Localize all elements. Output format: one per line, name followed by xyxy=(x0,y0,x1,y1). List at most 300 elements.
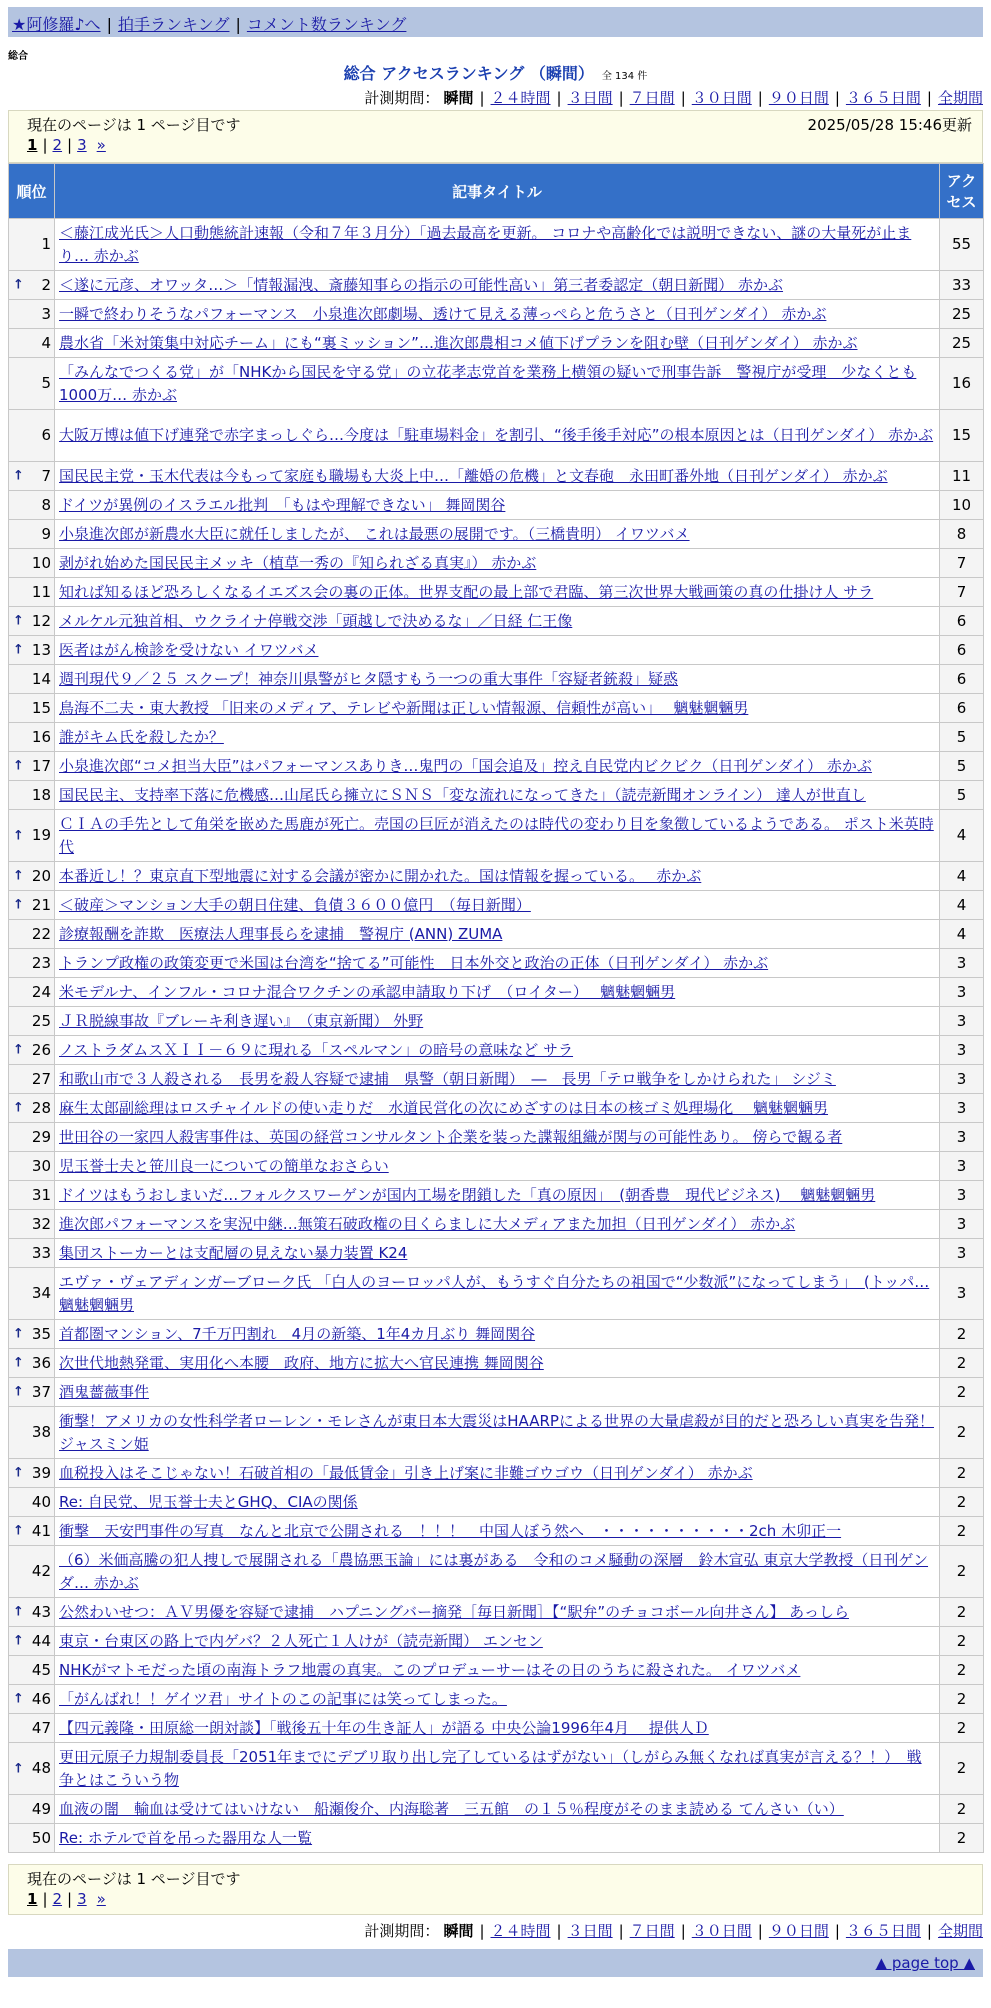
table-row xyxy=(9,1743,984,1795)
article-title-link[interactable]: 和歌山市で３人殺される 長男を殺人容疑で逮捕 県警（朝日新聞） ― 長男「テロ戦争をしかけられた」 シジミ xyxy=(59,1069,836,1088)
period-7d-link-bottom[interactable]: ７日間 xyxy=(629,1922,675,1940)
rank-number: 40 xyxy=(31,1492,51,1511)
rank-number: 27 xyxy=(31,1069,51,1088)
rank-number: 2 xyxy=(41,275,51,294)
rank-cell xyxy=(9,1459,55,1488)
rank-cell xyxy=(9,1349,55,1378)
article-title-link[interactable]: （6）米価高騰の犯人捜しで展開される「農協悪玉論」には裏がある 令和のコメ騒動の深層 鈴木宣弘 東京大学教授（日刊ゲンダ… 赤かぶ xyxy=(59,1550,929,1592)
table-row xyxy=(9,781,984,810)
title-cell xyxy=(55,920,940,949)
title-cell xyxy=(55,462,940,491)
title-cell xyxy=(55,1407,940,1459)
period-3d-link[interactable]: ３日間 xyxy=(567,89,613,107)
article-title-link[interactable]: 誰がキム氏を殺したか？ xyxy=(59,727,224,746)
access-count: 3 xyxy=(940,1152,984,1181)
table-row xyxy=(9,358,984,410)
rank-number: 46 xyxy=(31,1689,51,1708)
article-title-link[interactable]: 知れば知るほど恐ろしくなるイエズス会の裏の正体。世界支配の最上部で君臨、第三次世界大戦画策の真の仕掛け人 サラ xyxy=(59,582,874,601)
title-cell xyxy=(55,665,940,694)
table-row xyxy=(9,462,984,491)
rank-number: 10 xyxy=(31,553,51,572)
table-row xyxy=(9,723,984,752)
table-row xyxy=(9,1714,984,1743)
article-title-link[interactable]: 児玉誉士夫と笹川良一についての簡単なおさらい xyxy=(59,1156,389,1175)
access-count: 33 xyxy=(940,271,984,300)
title-cell xyxy=(55,1268,940,1320)
table-row xyxy=(9,1517,984,1546)
access-count: 10 xyxy=(940,491,984,520)
access-count: 55 xyxy=(940,219,984,271)
rank-up-arrow-icon: ↑ xyxy=(13,468,24,484)
access-count: 11 xyxy=(940,462,984,491)
rank-cell xyxy=(9,1320,55,1349)
page-next-link[interactable]: » xyxy=(96,136,106,154)
title-cell xyxy=(55,1123,940,1152)
article-title-link[interactable]: Re: ホテルで首を吊った器用な人一覧 xyxy=(59,1828,313,1847)
rank-cell xyxy=(9,300,55,329)
access-count: 2 xyxy=(940,1598,984,1627)
rank-number: 50 xyxy=(31,1828,51,1847)
rank-cell xyxy=(9,1210,55,1239)
rank-number: 4 xyxy=(41,333,51,352)
title-cell xyxy=(55,1065,940,1094)
title-cell xyxy=(55,1795,940,1824)
article-title-link[interactable]: 国民民主党・玉木代表は今もって家庭も職場も大炎上中…「離婚の危機」と文春砲 永田町番外地（日刊ゲンダイ） 赤かぶ xyxy=(59,466,888,485)
rank-cell xyxy=(9,1378,55,1407)
title-cell xyxy=(55,1349,940,1378)
table-row xyxy=(9,1459,984,1488)
rank-number: 20 xyxy=(31,866,51,885)
access-count: 3 xyxy=(940,1007,984,1036)
page-next-link-bottom[interactable]: » xyxy=(96,1890,106,1908)
article-title-link[interactable]: 鳥海不二夫・東大教授 「旧来のメディア、テレビや新聞は正しい情報源、信頼性が高い」 魑魅魍魎男 xyxy=(59,698,749,717)
period-all-link[interactable]: 全期間 xyxy=(937,89,983,107)
rank-number: 15 xyxy=(31,698,51,717)
table-row xyxy=(9,810,984,862)
rank-cell xyxy=(9,1598,55,1627)
table-row xyxy=(9,219,984,271)
rank-number: 8 xyxy=(41,495,51,514)
header-title: 記事タイトル xyxy=(55,164,940,219)
period-365d-link[interactable]: ３６５日間 xyxy=(845,89,921,107)
title-cell xyxy=(55,752,940,781)
rank-cell xyxy=(9,978,55,1007)
access-count: 25 xyxy=(940,329,984,358)
title-cell xyxy=(55,810,940,862)
rank-up-arrow-icon: ↑ xyxy=(13,828,24,843)
rank-number: 5 xyxy=(41,374,51,392)
rank-cell xyxy=(9,636,55,665)
rank-number: 44 xyxy=(31,1631,51,1650)
rank-cell xyxy=(9,810,55,862)
title-cell xyxy=(55,1824,940,1853)
rank-number: 14 xyxy=(31,669,51,688)
title-cell xyxy=(55,1517,940,1546)
rank-cell xyxy=(9,1239,55,1268)
rank-cell xyxy=(9,1627,55,1656)
nav-comment-ranking-link[interactable]: コメント数ランキング xyxy=(246,15,407,34)
title-cell xyxy=(55,1459,940,1488)
access-count: 16 xyxy=(940,358,984,410)
rank-cell xyxy=(9,1407,55,1459)
table-row xyxy=(9,665,984,694)
article-title-link[interactable]: 更田元原子力規制委員長「2051年までにデブリ取り出し完了しているはずがない」（しがらみ無くなれば真実が言える？！） 戦争とはこういう物 xyxy=(59,1747,922,1789)
access-count: 3 xyxy=(940,978,984,1007)
rank-up-arrow-icon: ↑ xyxy=(13,1523,24,1539)
title-cell xyxy=(55,1239,940,1268)
table-row xyxy=(9,549,984,578)
rank-number: 45 xyxy=(31,1660,51,1679)
article-title-link[interactable]: メルケル元独首相、ウクライナ停戦交渉「頭越しで決めるな」／日経 仁王像 xyxy=(59,611,573,630)
title-cell xyxy=(55,358,940,410)
title-cell xyxy=(55,1656,940,1685)
title-cell xyxy=(55,1546,940,1598)
pagination-bottom: 1 | 2 | 3 » xyxy=(27,1890,106,1908)
title-cell xyxy=(55,781,940,810)
rank-cell xyxy=(9,219,55,271)
rank-number: 16 xyxy=(31,727,51,746)
article-title-link[interactable]: 「みんなでつくる党」が「NHKから国民を守る党」の立花孝志党首を業務上横領の疑いで刑事告訴 警視庁が受理 少なくとも1000万… 赤かぶ xyxy=(59,362,917,404)
access-count: 5 xyxy=(940,723,984,752)
article-title-link[interactable]: 公然わいせつ：ＡＶ男優を容疑で逮捕 ハプニングバー摘発［毎日新聞］【“駅弁”のチョコボール向井さん】 あっしら xyxy=(59,1602,849,1621)
pagination-top: 1 | 2 | 3 » xyxy=(27,136,106,154)
nav-home-link[interactable]: ★阿修羅♪へ xyxy=(12,15,101,34)
rank-number: 42 xyxy=(31,1562,51,1580)
title-cell xyxy=(55,1094,940,1123)
page-top-link[interactable]: ▲ page top ▲ xyxy=(875,1954,975,1972)
title-cell xyxy=(55,271,940,300)
article-title-link[interactable]: 国民民主、支持率下落に危機感…山尾氏ら擁立にＳＮＳ「変な流れになってきた」（読売新聞オンライン） 達人が世直し xyxy=(59,785,866,804)
period-365d-link-bottom[interactable]: ３６５日間 xyxy=(845,1922,921,1940)
access-count: 3 xyxy=(940,1210,984,1239)
article-title-link[interactable]: 週刊現代９／２５ スクープ！神奈川県警がヒタ隠すもう一つの重大事件「容疑者銃殺」疑惑 xyxy=(59,669,679,688)
title-cell xyxy=(55,1152,940,1181)
access-count: 8 xyxy=(940,520,984,549)
rank-up-arrow-icon: ↑ xyxy=(13,1691,24,1707)
page-info-top xyxy=(8,110,983,163)
access-count: 2 xyxy=(940,1795,984,1824)
period-24h-link[interactable]: ２４時間 xyxy=(490,89,551,107)
rank-cell xyxy=(9,549,55,578)
page-current: 1 xyxy=(27,136,38,154)
article-title-link[interactable]: 一瞬で終わりそうなパフォーマンス 小泉進次郎劇場、透けて見える薄っぺらと危うさと（日刊ゲンダイ） 赤かぶ xyxy=(59,304,827,323)
rank-number: 23 xyxy=(31,953,51,972)
rank-cell xyxy=(9,1123,55,1152)
table-row xyxy=(9,1065,984,1094)
article-title-link[interactable]: ノストラダムスＸＩＩ－６９に現れる「スペルマン」の暗号の意味など サラ xyxy=(59,1040,574,1059)
article-title-link[interactable]: 酒鬼薔薇事件 xyxy=(59,1382,150,1401)
article-title-link[interactable]: 衝撃 天安門事件の写真 なんと北京で公開される ！！！ 中国人ぼう然へ ・・・・・・・・・・2ch 木卯正一 xyxy=(59,1521,842,1540)
table-row xyxy=(9,1094,984,1123)
rank-number: 17 xyxy=(31,756,51,775)
page-2-link-bottom[interactable]: 2 xyxy=(52,1890,63,1908)
page-top-bar xyxy=(8,1949,983,1977)
period-24h-link-bottom[interactable]: ２４時間 xyxy=(490,1922,551,1940)
article-title-link[interactable]: ドイツが異例のイスラエル批判 「もはや理解できない」 舞岡関谷 xyxy=(59,495,506,514)
rank-number: 30 xyxy=(31,1156,51,1175)
current-page-text: 現在のページは 1 ページ目です xyxy=(27,116,241,134)
access-count: 2 xyxy=(940,1656,984,1685)
table-row xyxy=(9,410,984,462)
table-row xyxy=(9,1320,984,1349)
table-row xyxy=(9,271,984,300)
rank-cell xyxy=(9,665,55,694)
rank-cell xyxy=(9,1685,55,1714)
rank-number: 29 xyxy=(31,1127,51,1146)
access-count: 2 xyxy=(940,1407,984,1459)
rank-cell xyxy=(9,949,55,978)
rank-cell xyxy=(9,329,55,358)
article-title-link[interactable]: ＜遂に元彦、オワッタ…＞「情報漏洩、斎藤知事らの指示の可能性高い」第三者委認定（朝日新聞） 赤かぶ xyxy=(59,275,784,294)
rank-number: 9 xyxy=(41,524,51,543)
table-row xyxy=(9,920,984,949)
title-cell xyxy=(55,949,940,978)
article-title-link[interactable]: 血液の闇 輸血は受けてはいけない 船瀬俊介、内海聡著 三五館 の１５％程度がそのまま読める てんさい（い） xyxy=(59,1799,844,1818)
article-title-link[interactable]: 【四元義隆・田原総一朗対談】「戦後五十年の生き証人」が語る 中央公論1996年4月 提供人Ｄ xyxy=(59,1718,709,1737)
article-title-link[interactable]: 衝撃！アメリカの女性科学者ローレン・モレさんが東日本大震災はHAARPによる世界の大量虐殺が目的だと恐ろしい真実を告発！ ジャスミン姫 xyxy=(59,1411,934,1453)
rank-number: 1 xyxy=(41,235,51,253)
rank-number: 49 xyxy=(31,1799,51,1818)
table-row xyxy=(9,1239,984,1268)
rank-cell xyxy=(9,1065,55,1094)
access-count: 4 xyxy=(940,920,984,949)
rank-up-arrow-icon: ↑ xyxy=(13,1465,24,1481)
rank-number: 3 xyxy=(41,304,51,323)
title-cell xyxy=(55,300,940,329)
access-count: 3 xyxy=(940,949,984,978)
access-count: 3 xyxy=(940,1181,984,1210)
access-count: 6 xyxy=(940,636,984,665)
period-label-bottom: 計測期間： xyxy=(364,1922,440,1940)
table-row xyxy=(9,1181,984,1210)
rank-up-arrow-icon: ↑ xyxy=(13,1761,24,1776)
ranking-table xyxy=(8,163,984,1853)
table-row xyxy=(9,949,984,978)
rank-cell xyxy=(9,891,55,920)
rank-number: 39 xyxy=(31,1463,51,1482)
rank-number: 13 xyxy=(31,640,51,659)
rank-cell xyxy=(9,723,55,752)
rank-number: 32 xyxy=(31,1214,51,1233)
table-row xyxy=(9,1036,984,1065)
article-title-link[interactable]: トランプ政権の政策変更で米国は台湾を“捨てる”可能性 日本外交と政治の正体（日刊ゲンダイ） 赤かぶ xyxy=(59,953,769,972)
access-count: 3 xyxy=(940,1065,984,1094)
title-cell xyxy=(55,607,940,636)
period-7d-link[interactable]: ７日間 xyxy=(629,89,675,107)
period-30d-link-bottom[interactable]: ３０日間 xyxy=(691,1922,752,1940)
rank-up-arrow-icon: ↑ xyxy=(13,1326,24,1342)
rank-number: 41 xyxy=(31,1521,51,1540)
top-nav-bar xyxy=(8,7,983,37)
article-title-link[interactable]: 診療報酬を詐欺 医療法人理事長らを逮捕 警視庁 (ANN) ZUMA xyxy=(59,924,503,943)
title-cell xyxy=(55,578,940,607)
rank-up-arrow-icon: ↑ xyxy=(13,277,24,293)
article-title-link[interactable]: NHKがマトモだった頃の南海トラフ地震の真実。このプロデューサーはその日のうちに殺された。 イワツバメ xyxy=(59,1660,801,1679)
article-title-link[interactable]: 本番近し！？東京直下型地震に対する会議が密かに開かれた。国は情報を握っている。 赤かぶ xyxy=(59,866,702,885)
period-90d-link[interactable]: ９０日間 xyxy=(768,89,829,107)
table-row xyxy=(9,1007,984,1036)
access-count: 2 xyxy=(940,1459,984,1488)
period-current: 瞬間 xyxy=(443,89,474,107)
title-cell xyxy=(55,1743,940,1795)
page-3-link[interactable]: 3 xyxy=(77,136,87,154)
article-title-link[interactable]: エヴァ・ヴェアディンガーブローク氏 「白人のヨーロッパ人が、もうすぐ自分たちの祖国で“少数派”になってしまう」 (トッパ… 魑魅魍魎男 xyxy=(59,1272,930,1314)
article-title-link[interactable]: 大阪万博は値下げ連発で赤字まっしぐら…今度は「駐車場料金」を割引、“後手後手対応”の根本原因とは（日刊ゲンダイ） 赤かぶ xyxy=(59,426,934,444)
rank-number: 43 xyxy=(31,1602,51,1621)
updated-timestamp: 2025/05/28 15:46更新 xyxy=(807,116,972,134)
table-row xyxy=(9,1546,984,1598)
access-count: 5 xyxy=(940,752,984,781)
rank-up-arrow-icon: ↑ xyxy=(13,868,24,884)
table-row xyxy=(9,1627,984,1656)
title-cell xyxy=(55,1210,940,1239)
rank-up-arrow-icon: ↑ xyxy=(13,1355,24,1371)
title-cell xyxy=(55,1378,940,1407)
rank-cell xyxy=(9,491,55,520)
rank-cell xyxy=(9,1656,55,1685)
article-title-link[interactable]: ドイツはもうおしまいだ…フォルクスワーゲンが国内工場を閉鎖した「真の原因」 (朝香豊 現代ビジネス) 魑魅魍魎男 xyxy=(59,1185,876,1204)
article-title-link[interactable]: 首都圏マンション、7千万円割れ 4月の新築、1年4カ月ぶり 舞岡関谷 xyxy=(59,1324,536,1343)
ranking-body xyxy=(9,219,984,1853)
rank-number: 21 xyxy=(31,895,51,914)
article-title-link[interactable]: 世田谷の一家四人殺害事件は、英国の経営コンサルタント企業を装った諜報組織が関与の可能性あり。 傍らで観る者 xyxy=(59,1127,843,1146)
table-row xyxy=(9,1795,984,1824)
title-cell xyxy=(55,1036,940,1065)
access-count: 4 xyxy=(940,891,984,920)
article-title-link[interactable]: 集団ストーカーとは支配層の見えない暴力装置 K24 xyxy=(59,1243,408,1262)
title-cell xyxy=(55,1181,940,1210)
table-row xyxy=(9,329,984,358)
rank-number: 19 xyxy=(31,826,51,844)
rank-cell xyxy=(9,1036,55,1065)
article-title-link[interactable]: 次世代地熱発電、実用化へ本腰 政府、地方に拡大へ官民連携 舞岡関谷 xyxy=(59,1353,544,1372)
rank-up-arrow-icon: ↑ xyxy=(13,1384,24,1400)
header-rank: 順位 xyxy=(9,164,55,219)
rank-number: 25 xyxy=(31,1011,51,1030)
page-info-bottom xyxy=(8,1864,983,1915)
page-2-link[interactable]: 2 xyxy=(52,136,63,154)
rank-cell xyxy=(9,1181,55,1210)
page-title xyxy=(0,61,991,84)
rank-cell xyxy=(9,358,55,410)
rank-up-arrow-icon: ↑ xyxy=(13,758,24,774)
access-count: 3 xyxy=(940,1036,984,1065)
table-row xyxy=(9,1210,984,1239)
rank-cell xyxy=(9,752,55,781)
rank-number: 11 xyxy=(31,582,51,601)
access-count: 7 xyxy=(940,549,984,578)
table-row xyxy=(9,1656,984,1685)
table-row xyxy=(9,578,984,607)
access-count: 2 xyxy=(940,1320,984,1349)
rank-cell xyxy=(9,1714,55,1743)
article-title-link[interactable]: Re: 自民党、児玉誉士夫とGHQ、CIAの関係 xyxy=(59,1492,358,1511)
period-90d-link-bottom[interactable]: ９０日間 xyxy=(768,1922,829,1940)
rank-up-arrow-icon: ↑ xyxy=(13,1604,24,1620)
article-title-link[interactable]: 医者はがん検診を受けない イワツバメ xyxy=(59,640,319,659)
table-header-row xyxy=(9,164,984,219)
article-title-link[interactable]: ＣＩＡの手先として角栄を嵌めた馬鹿が死亡。売国の巨匠が消えたのは時代の変わり目を象徴しているようである。 ポスト米英時代 xyxy=(59,814,934,856)
article-title-link[interactable]: 東京・台東区の路上で内ゲバ？２人死亡１人けが（読売新聞） エンセン xyxy=(59,1631,543,1650)
title-cell xyxy=(55,1320,940,1349)
article-title-link[interactable]: 「がんばれ！！ゲイツ君」サイトのこの記事には笑ってしまった。 xyxy=(59,1689,507,1708)
title-cell xyxy=(55,723,940,752)
article-title-link[interactable]: ＜藤江成光氏＞人口動態統計速報（令和７年３月分）「過去最高を更新。 コロナや高齢化では説明できない、謎の大量死が止まり… 赤かぶ xyxy=(59,223,912,265)
period-selector-top: 計測期間： 瞬間 | ２４時間 | ３日間 | ７日間 | ３０日間 | ９０日間 | ３６５日間 | 全期間 xyxy=(364,89,983,107)
page-title-text: 総合 アクセスランキング （瞬間） xyxy=(343,64,594,83)
nav-separator: | xyxy=(235,15,241,34)
article-title-link[interactable]: 剥がれ始めた国民民主メッキ（植草一秀の『知られざる真実』） 赤かぶ xyxy=(59,553,537,572)
rank-cell xyxy=(9,1743,55,1795)
table-row xyxy=(9,636,984,665)
access-count: 2 xyxy=(940,1743,984,1795)
page-3-link-bottom[interactable]: 3 xyxy=(77,1890,87,1908)
nav-applause-ranking-link[interactable]: 拍手ランキング xyxy=(117,15,230,34)
article-title-link[interactable]: 血税投入はそこじゃない！石破首相の「最低賃金」引き上げ案に非難ゴウゴウ（日刊ゲンダイ） 赤かぶ xyxy=(59,1463,753,1482)
period-30d-link[interactable]: ３０日間 xyxy=(691,89,752,107)
access-count: 2 xyxy=(940,1824,984,1853)
period-all-link-bottom[interactable]: 全期間 xyxy=(937,1922,983,1940)
table-row xyxy=(9,300,984,329)
title-cell xyxy=(55,1007,940,1036)
rank-up-arrow-icon: ↑ xyxy=(13,1633,24,1649)
rank-cell xyxy=(9,781,55,810)
access-count: 7 xyxy=(940,578,984,607)
rank-number: 48 xyxy=(31,1759,51,1777)
access-count: 2 xyxy=(940,1517,984,1546)
title-cell xyxy=(55,1714,940,1743)
period-3d-link-bottom[interactable]: ３日間 xyxy=(567,1922,613,1940)
title-cell xyxy=(55,1627,940,1656)
article-title-link[interactable]: 小泉進次郎“コメ担当大臣”はパフォーマンスありき…鬼門の「国会追及」控え自民党内ビクビク（日刊ゲンダイ） 赤かぶ xyxy=(59,756,872,775)
article-title-link[interactable]: ＪＲ脱線事故『ブレーキ利き遅い』 （東京新聞） 外野 xyxy=(59,1011,424,1030)
article-title-link[interactable]: 農水省「米対策集中対応チーム」にも“裏ミッション”…進次郎農相コメ値下げプランを阻む壁（日刊ゲンダイ） 赤かぶ xyxy=(59,333,858,352)
rank-number: 26 xyxy=(31,1040,51,1059)
article-title-link[interactable]: 麻生太郎副総理はロスチャイルドの使い走りだ 水道民営化の次にめざすのは日本の核ゴミ処理場化 魑魅魍魎男 xyxy=(59,1098,829,1117)
access-count: 6 xyxy=(940,665,984,694)
article-title-link[interactable]: 進次郎パフォーマンスを実況中継…無策石破政権の目くらましに大メディアまた加担（日刊ゲンダイ） 赤かぶ xyxy=(59,1214,796,1233)
title-cell xyxy=(55,1488,940,1517)
title-cell xyxy=(55,862,940,891)
table-row xyxy=(9,1407,984,1459)
article-title-link[interactable]: 小泉進次郎が新農水大臣に就任しましたが、 これは最悪の展開です。（三橋貴明） イワツバメ xyxy=(59,524,690,543)
article-title-link[interactable]: ＜破産＞マンション大手の朝日住建、負債３６００億円 （毎日新聞） xyxy=(59,895,531,914)
rank-number: 6 xyxy=(41,426,51,444)
title-cell xyxy=(55,329,940,358)
table-row xyxy=(9,978,984,1007)
title-cell xyxy=(55,694,940,723)
rank-number: 12 xyxy=(31,611,51,630)
access-count: 5 xyxy=(940,781,984,810)
access-count: 6 xyxy=(940,607,984,636)
rank-number: 36 xyxy=(31,1353,51,1372)
title-cell xyxy=(55,978,940,1007)
table-row xyxy=(9,752,984,781)
rank-cell xyxy=(9,1007,55,1036)
article-title-link[interactable]: 米モデルナ、インフル・コロナ混合ワクチンの承認申請取り下げ （ロイター） 魑魅魍魎男 xyxy=(59,982,676,1001)
title-cell xyxy=(55,410,940,462)
table-row xyxy=(9,1685,984,1714)
rank-cell xyxy=(9,1517,55,1546)
access-count: 2 xyxy=(940,1488,984,1517)
rank-up-arrow-icon: ↑ xyxy=(13,1042,24,1058)
rank-cell xyxy=(9,1268,55,1320)
access-count: 3 xyxy=(940,1123,984,1152)
access-count: 2 xyxy=(940,1378,984,1407)
rank-number: 35 xyxy=(31,1324,51,1343)
access-count: 15 xyxy=(940,410,984,462)
title-cell xyxy=(55,636,940,665)
